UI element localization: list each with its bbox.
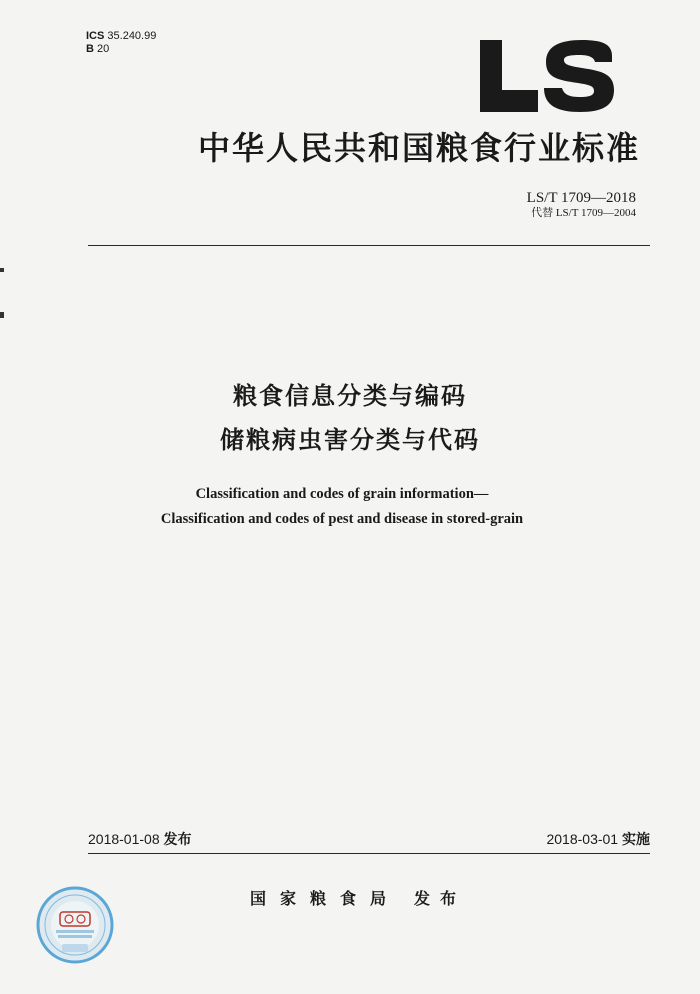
title-cn-line-2: 储粮病虫害分类与代码 bbox=[220, 426, 480, 454]
anti-counterfeit-seal bbox=[36, 886, 114, 964]
implementation-label: 实施 bbox=[622, 832, 650, 848]
ics-label: ICS bbox=[86, 30, 105, 42]
ccs-line bbox=[86, 43, 156, 56]
ics-value: 35.240.99 bbox=[107, 30, 157, 42]
title-cn-line-1: 粮食信息分类与编码 bbox=[233, 382, 467, 410]
implementation-date bbox=[546, 830, 650, 849]
implementation-date-value: 2018-03-01 bbox=[546, 831, 619, 847]
standard-code: LS/T 1709—2018 bbox=[526, 190, 636, 206]
header-divider bbox=[88, 245, 650, 246]
classification-codes bbox=[86, 30, 156, 56]
issue-date bbox=[88, 830, 192, 849]
issuer-label: 发布 bbox=[414, 889, 467, 908]
standard-type-heading: 中华人民共和国粮食行业标准 bbox=[197, 129, 640, 167]
issuer-name: 国家粮食局 bbox=[250, 889, 401, 908]
ls-logo bbox=[478, 38, 616, 114]
footer-divider bbox=[88, 853, 650, 854]
title-en-line-2: Classification and codes of pest and disease in stored-grain bbox=[160, 511, 524, 527]
issue-date-value: 2018-01-08 bbox=[88, 831, 160, 847]
scan-edge-mark bbox=[0, 268, 4, 272]
title-en-line-1: Classification and codes of grain information— bbox=[195, 486, 489, 502]
issue-label: 发布 bbox=[163, 832, 192, 848]
issuing-authority bbox=[250, 888, 466, 910]
ccs-value: 20 bbox=[97, 43, 110, 55]
replaced-standard: 代替 LS/T 1709—2004 bbox=[531, 207, 636, 219]
scan-edge-mark bbox=[0, 312, 4, 318]
ccs-label: B bbox=[86, 43, 94, 55]
ics-line bbox=[86, 30, 156, 43]
